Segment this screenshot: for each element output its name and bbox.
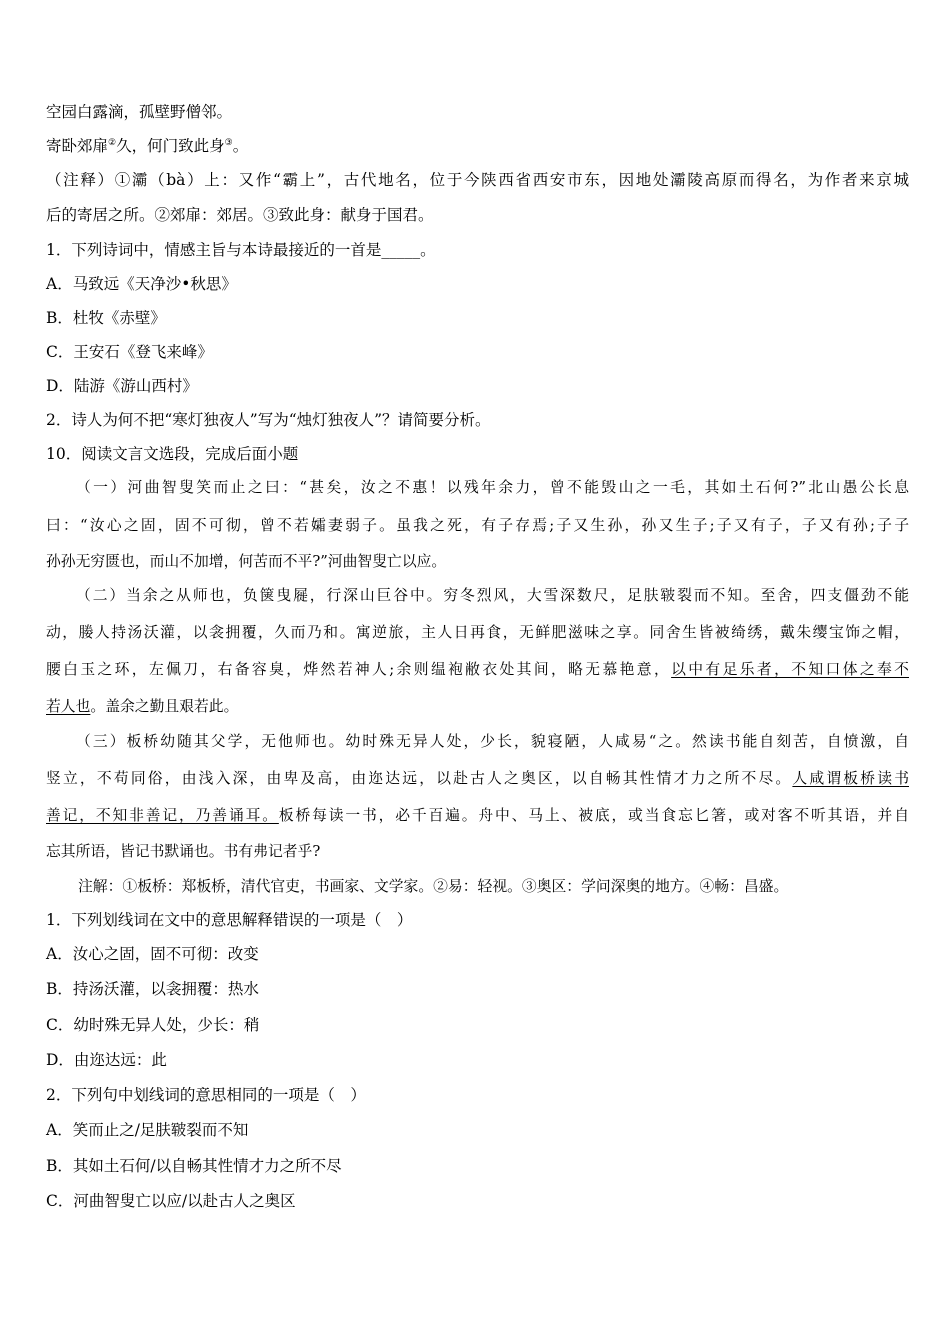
passage-2-line-3-text: 腰白玉之环，左佩刀，右备容臭，烨然若神人;余则缊袍敝衣处其间，略无慕艳意， bbox=[46, 661, 672, 678]
sub-question-2-option-b: B．其如土石何/以自畅其性情才力之所不尽 bbox=[46, 1157, 342, 1175]
underlined-sentence-part-4: 善记，不知非善记，乃善诵耳。 bbox=[46, 807, 279, 824]
passage-2-line-4-text: 。盖余之勤且艰若此。 bbox=[90, 698, 239, 715]
underlined-sentence-part-1: 以中有足乐者，不知口体之奉不 bbox=[671, 661, 909, 678]
footnote-marker-2: ② bbox=[108, 137, 117, 148]
underlined-sentence-part-3: 人咸谓板桥读书 bbox=[792, 770, 909, 787]
sub-question-1-option-a: A．汝心之固，固不可彻：改变 bbox=[46, 945, 259, 963]
sub-question-2-stem: 2．下列句中划线词的意思相同的一项是（ ） bbox=[46, 1086, 366, 1104]
sub-question-1-option-c: C．幼时殊无异人处，少长：稍 bbox=[46, 1016, 260, 1034]
underlined-sentence-part-2: 若人也 bbox=[46, 698, 91, 715]
question-1-option-a: A．马致远《天净沙•秋思》 bbox=[46, 275, 237, 293]
passage-1-line-3: 孙孙无穷匮也，而山不加增，何苦而不平?”河曲智叟亡以应。 bbox=[46, 553, 447, 570]
poem-note-line-2: 后的寄居之所。②郊扉：郊居。③致此身：献身于国君。 bbox=[46, 206, 434, 224]
sub-question-1-option-d: D．由迩达远：此 bbox=[46, 1051, 167, 1069]
sub-question-1-stem: 1．下列划线词在文中的意思解释错误的一项是（ ） bbox=[46, 911, 413, 929]
poem-line-2-text-b: 久，何门致此身 bbox=[116, 137, 225, 155]
question-2-stem: 2．诗人为何不把“寒灯独夜人”写为“烛灯独夜人”？请简要分析。 bbox=[46, 411, 491, 429]
passage-2-line-3 bbox=[46, 659, 909, 681]
passage-2-line-2: 动，媵人持汤沃灌，以衾拥覆，久而乃和。寓逆旅，主人日再食，无鲜肥滋味之享。同舍生皆被绮绣，戴朱缨宝饰之帽， bbox=[46, 624, 909, 641]
passage-3-line-3 bbox=[46, 805, 909, 827]
footnote-marker-3: ③ bbox=[224, 137, 233, 148]
question-1-option-c: C．王安石《登飞来峰》 bbox=[46, 343, 213, 361]
sub-question-1-option-b: B．持汤沃灌，以衾拥覆：热水 bbox=[46, 980, 259, 998]
passage-3-line-3-text: 板桥每读一书，必千百遍。舟中、马上、被底，或当食忘匕箸，或对客不听其语，并自 bbox=[278, 807, 909, 824]
passage-2-line-1: （二）当余之从师也，负箧曳屣，行深山巨谷中。穷冬烈风，大雪深数尺，足肤皲裂而不知。至舍，四支僵劲不能 bbox=[76, 587, 909, 604]
passage-1-line-1: （一）河曲智叟笑而止之曰：“甚矣，汝之不惠！以残年余力，曾不能毁山之一毛，其如土石何?”北山愚公长息 bbox=[76, 479, 909, 496]
question-1-stem: 1．下列诗词中，情感主旨与本诗最接近的一首是_____。 bbox=[46, 241, 436, 259]
poem-line-2-text-a: 寄卧郊扉 bbox=[46, 137, 109, 155]
passage-1-line-2: 曰：“汝心之固，固不可彻，曾不若孀妻弱子。虽我之死，有子存焉;子又生孙，孙又生子;子又有子，子又有孙;子子 bbox=[46, 517, 909, 534]
passage-note: 注解：①板桥：郑板桥，清代官吏，书画家、文学家。②易：轻视。③奥区：学问深奥的地方。④畅：昌盛。 bbox=[78, 878, 789, 895]
question-10-stem: 10．阅读文言文选段，完成后面小题 bbox=[46, 445, 299, 463]
passage-3-line-4: 忘其所语，皆记书默诵也。书有弗记者乎? bbox=[46, 843, 321, 860]
question-1-option-d: D．陆游《游山西村》 bbox=[46, 377, 198, 395]
sub-question-2-option-c: C．河曲智叟亡以应/以赴古人之奥区 bbox=[46, 1192, 296, 1210]
sub-question-2-option-a: A．笑而止之/足肤皲裂而不知 bbox=[46, 1121, 249, 1139]
poem-line-2 bbox=[46, 135, 248, 157]
passage-3-line-2-text: 竖立，不苟同俗，由浅入深，由卑及高，由迩达远，以赴古人之奥区，以自畅其性情才力之所不尽。 bbox=[46, 770, 793, 787]
passage-3-line-2 bbox=[46, 768, 909, 790]
passage-2-line-4 bbox=[46, 696, 238, 718]
passage-3-line-1: （三）板桥幼随其父学，无他师也。幼时殊无异人处，少长，貌寝陋，人咸易“之。然读书能自刻苦，自愤激，自 bbox=[76, 733, 909, 750]
poem-note-line-1: （注释）①灞（bà）上：又作“霸上”，古代地名，位于今陕西省西安市东，因地处灞陵高原而得名，为作者来京城 bbox=[46, 171, 909, 189]
poem-line-1: 空园白露滴，孤壁野僧邻。 bbox=[46, 103, 233, 121]
question-1-option-b: B．杜牧《赤壁》 bbox=[46, 309, 166, 327]
poem-line-2-text-c: 。 bbox=[232, 137, 249, 155]
